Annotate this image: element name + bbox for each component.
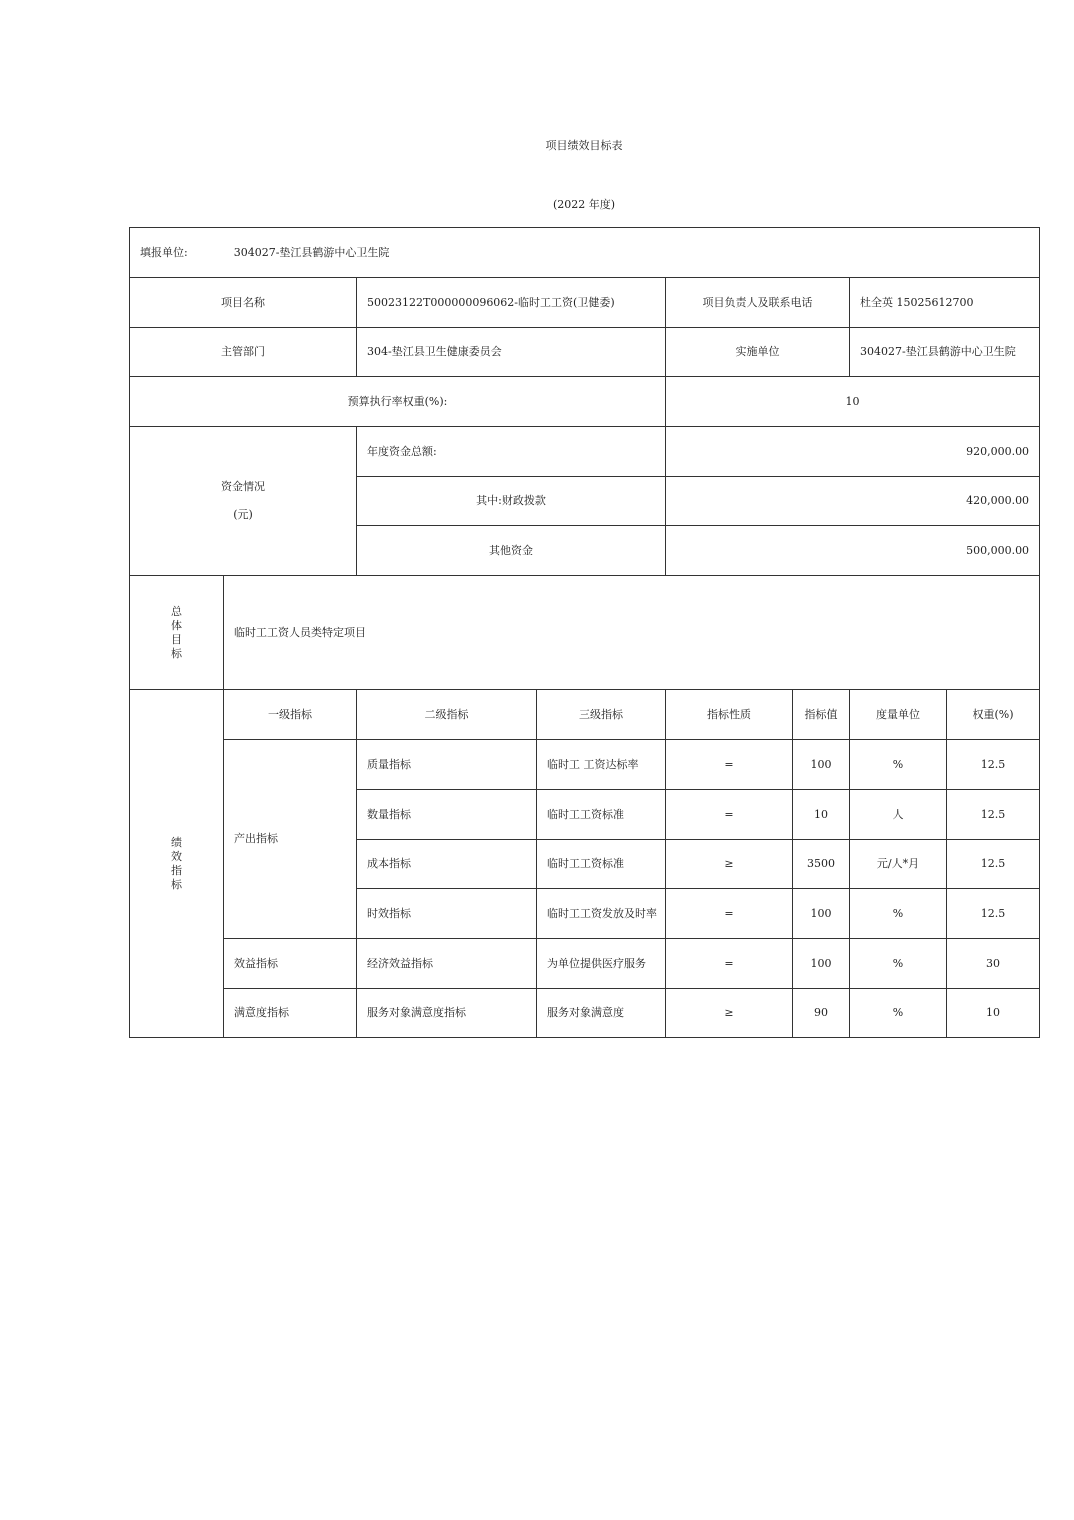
funds-label-line2: (元) (233, 508, 253, 521)
goal-label (130, 576, 224, 690)
nature-cell: = (666, 740, 793, 790)
nature-cell: = (666, 790, 793, 840)
header-cell: 一级指标 (224, 690, 357, 740)
filler-cell (130, 228, 1040, 278)
filler-label: 填报单位: (140, 245, 188, 259)
l2-cell: 数量指标 (357, 790, 537, 840)
impl-label: 实施单位 (666, 328, 850, 377)
header-cell: 二级指标 (357, 690, 537, 740)
nature-cell: ≥ (666, 989, 793, 1038)
value-cell: 100 (793, 889, 850, 939)
impl-value: 304027-垫江县鹤游中心卫生院 (850, 328, 1040, 377)
l2-cell: 时效指标 (357, 889, 537, 939)
table-row (130, 740, 1040, 790)
project-name-label: 项目名称 (130, 278, 357, 328)
table-row (130, 989, 1040, 1038)
funds-fiscal-value: 420,000.00 (666, 477, 1040, 526)
funds-label (130, 427, 357, 576)
funds-other-value: 500,000.00 (666, 526, 1040, 576)
value-cell: 100 (793, 740, 850, 790)
perf-char: 标 (171, 877, 182, 891)
header-cell: 指标性质 (666, 690, 793, 740)
l2-cell: 经济效益指标 (357, 939, 537, 989)
perf-char: 绩 (171, 835, 182, 849)
goal-char: 目 (171, 632, 182, 646)
budget-row (130, 377, 1040, 427)
funds-total-value: 920,000.00 (666, 427, 1040, 477)
l2-cell: 成本指标 (357, 840, 537, 889)
nature-cell: = (666, 939, 793, 989)
weight-cell: 12.5 (947, 740, 1040, 790)
performance-target-table (129, 227, 1040, 1038)
funds-row-total (130, 427, 1040, 477)
header-cell: 度量单位 (850, 690, 947, 740)
l2-cell: 质量指标 (357, 740, 537, 790)
project-contact-label: 项目负责人及联系电话 (666, 278, 850, 328)
unit-cell: 人 (850, 790, 947, 840)
weight-cell: 10 (947, 989, 1040, 1038)
perf-char: 效 (171, 849, 182, 863)
funds-label-line1: 资金情况 (221, 480, 265, 493)
unit-cell: 元/人*月 (850, 840, 947, 889)
weight-cell: 12.5 (947, 790, 1040, 840)
unit-cell: % (850, 740, 947, 790)
funds-other-label: 其他资金 (357, 526, 666, 576)
weight-cell: 12.5 (947, 840, 1040, 889)
value-cell: 3500 (793, 840, 850, 889)
weight-cell: 30 (947, 939, 1040, 989)
weight-cell: 12.5 (947, 889, 1040, 939)
dept-row (130, 328, 1040, 377)
goal-char: 总 (171, 604, 182, 618)
funds-total-label: 年度资金总额: (357, 427, 666, 477)
goal-char: 标 (171, 646, 182, 660)
l3-cell: 临时工工资标准 (537, 790, 666, 840)
document-title: 项目绩效目标表 (545, 139, 623, 152)
value-cell: 10 (793, 790, 850, 840)
unit-cell: % (850, 939, 947, 989)
perf-header-row (130, 690, 1040, 740)
output-label: 产出指标 (224, 740, 357, 939)
filler-row (130, 228, 1040, 278)
l3-cell: 临时工工资发放及时率 (537, 889, 666, 939)
nature-cell: ≥ (666, 840, 793, 889)
value-cell: 90 (793, 989, 850, 1038)
l1-cell: 效益指标 (224, 939, 357, 989)
project-row (130, 278, 1040, 328)
l1-cell: 满意度指标 (224, 989, 357, 1038)
header-cell: 指标值 (793, 690, 850, 740)
l3-cell: 临时工 工资达标率 (537, 740, 666, 790)
document-year: (2022 年度) (552, 198, 616, 211)
value-cell: 100 (793, 939, 850, 989)
l3-cell: 服务对象满意度 (537, 989, 666, 1038)
perf-label (130, 690, 224, 1038)
goal-char: 体 (171, 618, 182, 632)
unit-cell: % (850, 889, 947, 939)
budget-value: 10 (666, 377, 1040, 427)
header-cell: 三级指标 (537, 690, 666, 740)
l2-cell: 服务对象满意度指标 (357, 989, 537, 1038)
funds-fiscal-label: 其中:财政拨款 (357, 477, 666, 526)
goal-row (130, 576, 1040, 690)
project-contact-value: 杜全英 15025612700 (850, 278, 1040, 328)
l3-cell: 临时工工资标准 (537, 840, 666, 889)
dept-value: 304-垫江县卫生健康委员会 (357, 328, 666, 377)
filler-value: 304027-垫江县鹤游中心卫生院 (233, 245, 390, 259)
nature-cell: = (666, 889, 793, 939)
l3-cell: 为单位提供医疗服务 (537, 939, 666, 989)
perf-char: 指 (171, 863, 182, 877)
dept-label: 主管部门 (130, 328, 357, 377)
budget-label: 预算执行率权重(%): (130, 377, 666, 427)
unit-cell: % (850, 989, 947, 1038)
project-name-value: 50023122T000000096062-临时工工资(卫健委) (357, 278, 666, 328)
goal-text: 临时工工资人员类特定项目 (224, 576, 1040, 690)
header-cell: 权重(%) (947, 690, 1040, 740)
table-row (130, 939, 1040, 989)
